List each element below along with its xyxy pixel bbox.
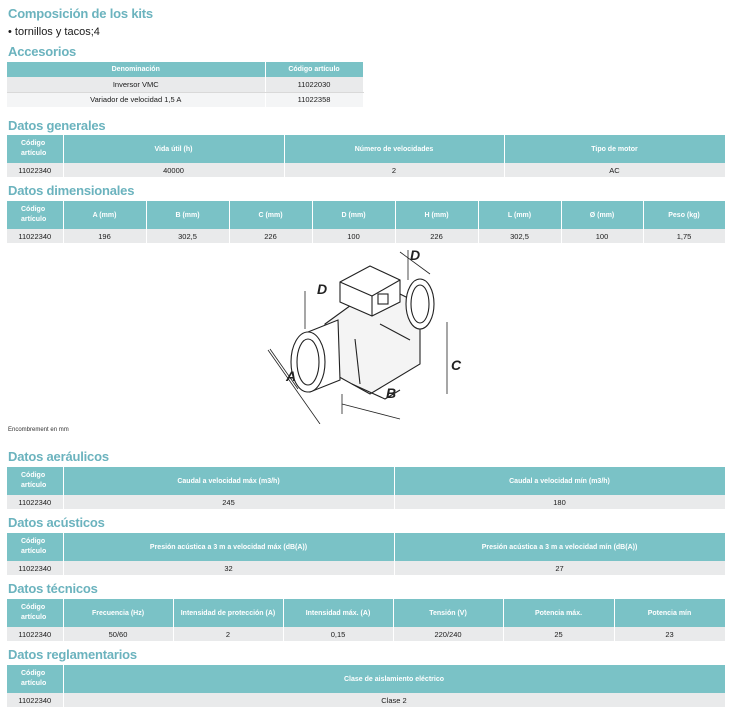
table-cell: 11022340 — [7, 163, 63, 177]
col-header: Código artículo — [7, 201, 63, 229]
col-header: Código artículo — [7, 599, 63, 627]
table-cell: 11022340 — [7, 693, 63, 707]
acusticos-table — [7, 533, 726, 575]
dim-label-a: A — [286, 368, 297, 384]
kits-bullet: • tornillos y tacos;4 — [8, 26, 100, 38]
table-cell: 50/60 — [63, 627, 173, 641]
aeraulicos-table — [7, 467, 726, 509]
dim-label-c: C — [451, 357, 462, 373]
col-header: Vida útil (h) — [63, 135, 284, 163]
col-header: H (mm) — [395, 201, 478, 229]
col-header: Número de velocidades — [284, 135, 504, 163]
col-header: Caudal a velocidad máx (m3/h) — [63, 467, 394, 495]
table-cell: 25 — [503, 627, 614, 641]
col-header: Frecuencia (Hz) — [63, 599, 173, 627]
table-cell: 27 — [394, 561, 725, 575]
table-cell: Inversor VMC — [7, 77, 265, 92]
col-header: Presión acústica a 3 m a velocidad máx (dB(A)) — [63, 533, 394, 561]
table-cell: 100 — [312, 229, 395, 243]
dim-label-b: B — [386, 385, 397, 401]
tecnicos-table — [7, 599, 726, 641]
fan-drawing — [260, 244, 470, 424]
table-cell: 11022340 — [7, 229, 63, 243]
table-cell: 11022358 — [265, 92, 363, 107]
tecnicos-title: Datos técnicos — [8, 581, 98, 596]
col-header: Denominación — [7, 62, 265, 77]
table-cell: 302,5 — [146, 229, 229, 243]
col-header: Peso (kg) — [643, 201, 725, 229]
table-cell: 40000 — [63, 163, 284, 177]
col-header: D (mm) — [312, 201, 395, 229]
col-header: Intensidad máx. (A) — [283, 599, 393, 627]
col-header: Código artículo — [7, 533, 63, 561]
generales-title: Datos generales — [8, 118, 106, 133]
aeraulicos-title: Datos aeráulicos — [8, 449, 109, 464]
encombrement-note: Encombrement en mm — [8, 427, 69, 433]
col-header: Intensidad de protección (A) — [173, 599, 283, 627]
table-cell: 23 — [614, 627, 725, 641]
col-header: Presión acústica a 3 m a velocidad mín (dB(A)) — [394, 533, 725, 561]
table-cell: 302,5 — [478, 229, 561, 243]
dim-label-d-left: D — [317, 281, 328, 297]
table-cell: 2 — [284, 163, 504, 177]
table-cell: 11022030 — [265, 77, 363, 92]
accesorios-table — [7, 62, 364, 107]
table-cell: 226 — [229, 229, 312, 243]
dim-label-d-right: D — [410, 247, 421, 263]
col-header: Clase de aislamiento eléctrico — [63, 665, 725, 693]
table-cell: 226 — [395, 229, 478, 243]
generales-table — [7, 135, 726, 177]
table-cell: 0,15 — [283, 627, 393, 641]
col-header: Código artículo — [7, 467, 63, 495]
table-cell: 11022340 — [7, 495, 63, 509]
table-cell: Variador de velocidad 1,5 A — [7, 92, 265, 107]
reglamentarios-title: Datos reglamentarios — [8, 647, 137, 662]
col-header: Ø (mm) — [561, 201, 643, 229]
table-cell: 220/240 — [393, 627, 503, 641]
col-header: L (mm) — [478, 201, 561, 229]
table-cell: 1,75 — [643, 229, 725, 243]
dimensionales-title: Datos dimensionales — [8, 183, 135, 198]
table-cell: 196 — [63, 229, 146, 243]
fan-dimension-diagram — [260, 244, 470, 429]
table-cell: 11022340 — [7, 627, 63, 641]
kits-title: Composición de los kits — [8, 6, 153, 21]
table-cell: AC — [504, 163, 725, 177]
col-header: A (mm) — [63, 201, 146, 229]
table-cell: 180 — [394, 495, 725, 509]
col-header: Tipo de motor — [504, 135, 725, 163]
accesorios-title: Accesorios — [8, 44, 77, 59]
col-header: Potencia mín — [614, 599, 725, 627]
table-cell: 245 — [63, 495, 394, 509]
table-cell: 11022340 — [7, 561, 63, 575]
table-cell: 100 — [561, 229, 643, 243]
col-header: Código artículo — [7, 665, 63, 693]
table-cell: Clase 2 — [63, 693, 725, 707]
col-header: B (mm) — [146, 201, 229, 229]
col-header: Potencia máx. — [503, 599, 614, 627]
col-header: Tensión (V) — [393, 599, 503, 627]
col-header: Código artículo — [7, 135, 63, 163]
acusticos-title: Datos acústicos — [8, 515, 105, 530]
table-cell: 32 — [63, 561, 394, 575]
reglamentarios-table — [7, 665, 726, 707]
table-cell: 2 — [173, 627, 283, 641]
col-header: Código artículo — [265, 62, 363, 77]
col-header: Caudal a velocidad mín (m3/h) — [394, 467, 725, 495]
dimensionales-table — [7, 201, 726, 243]
col-header: C (mm) — [229, 201, 312, 229]
